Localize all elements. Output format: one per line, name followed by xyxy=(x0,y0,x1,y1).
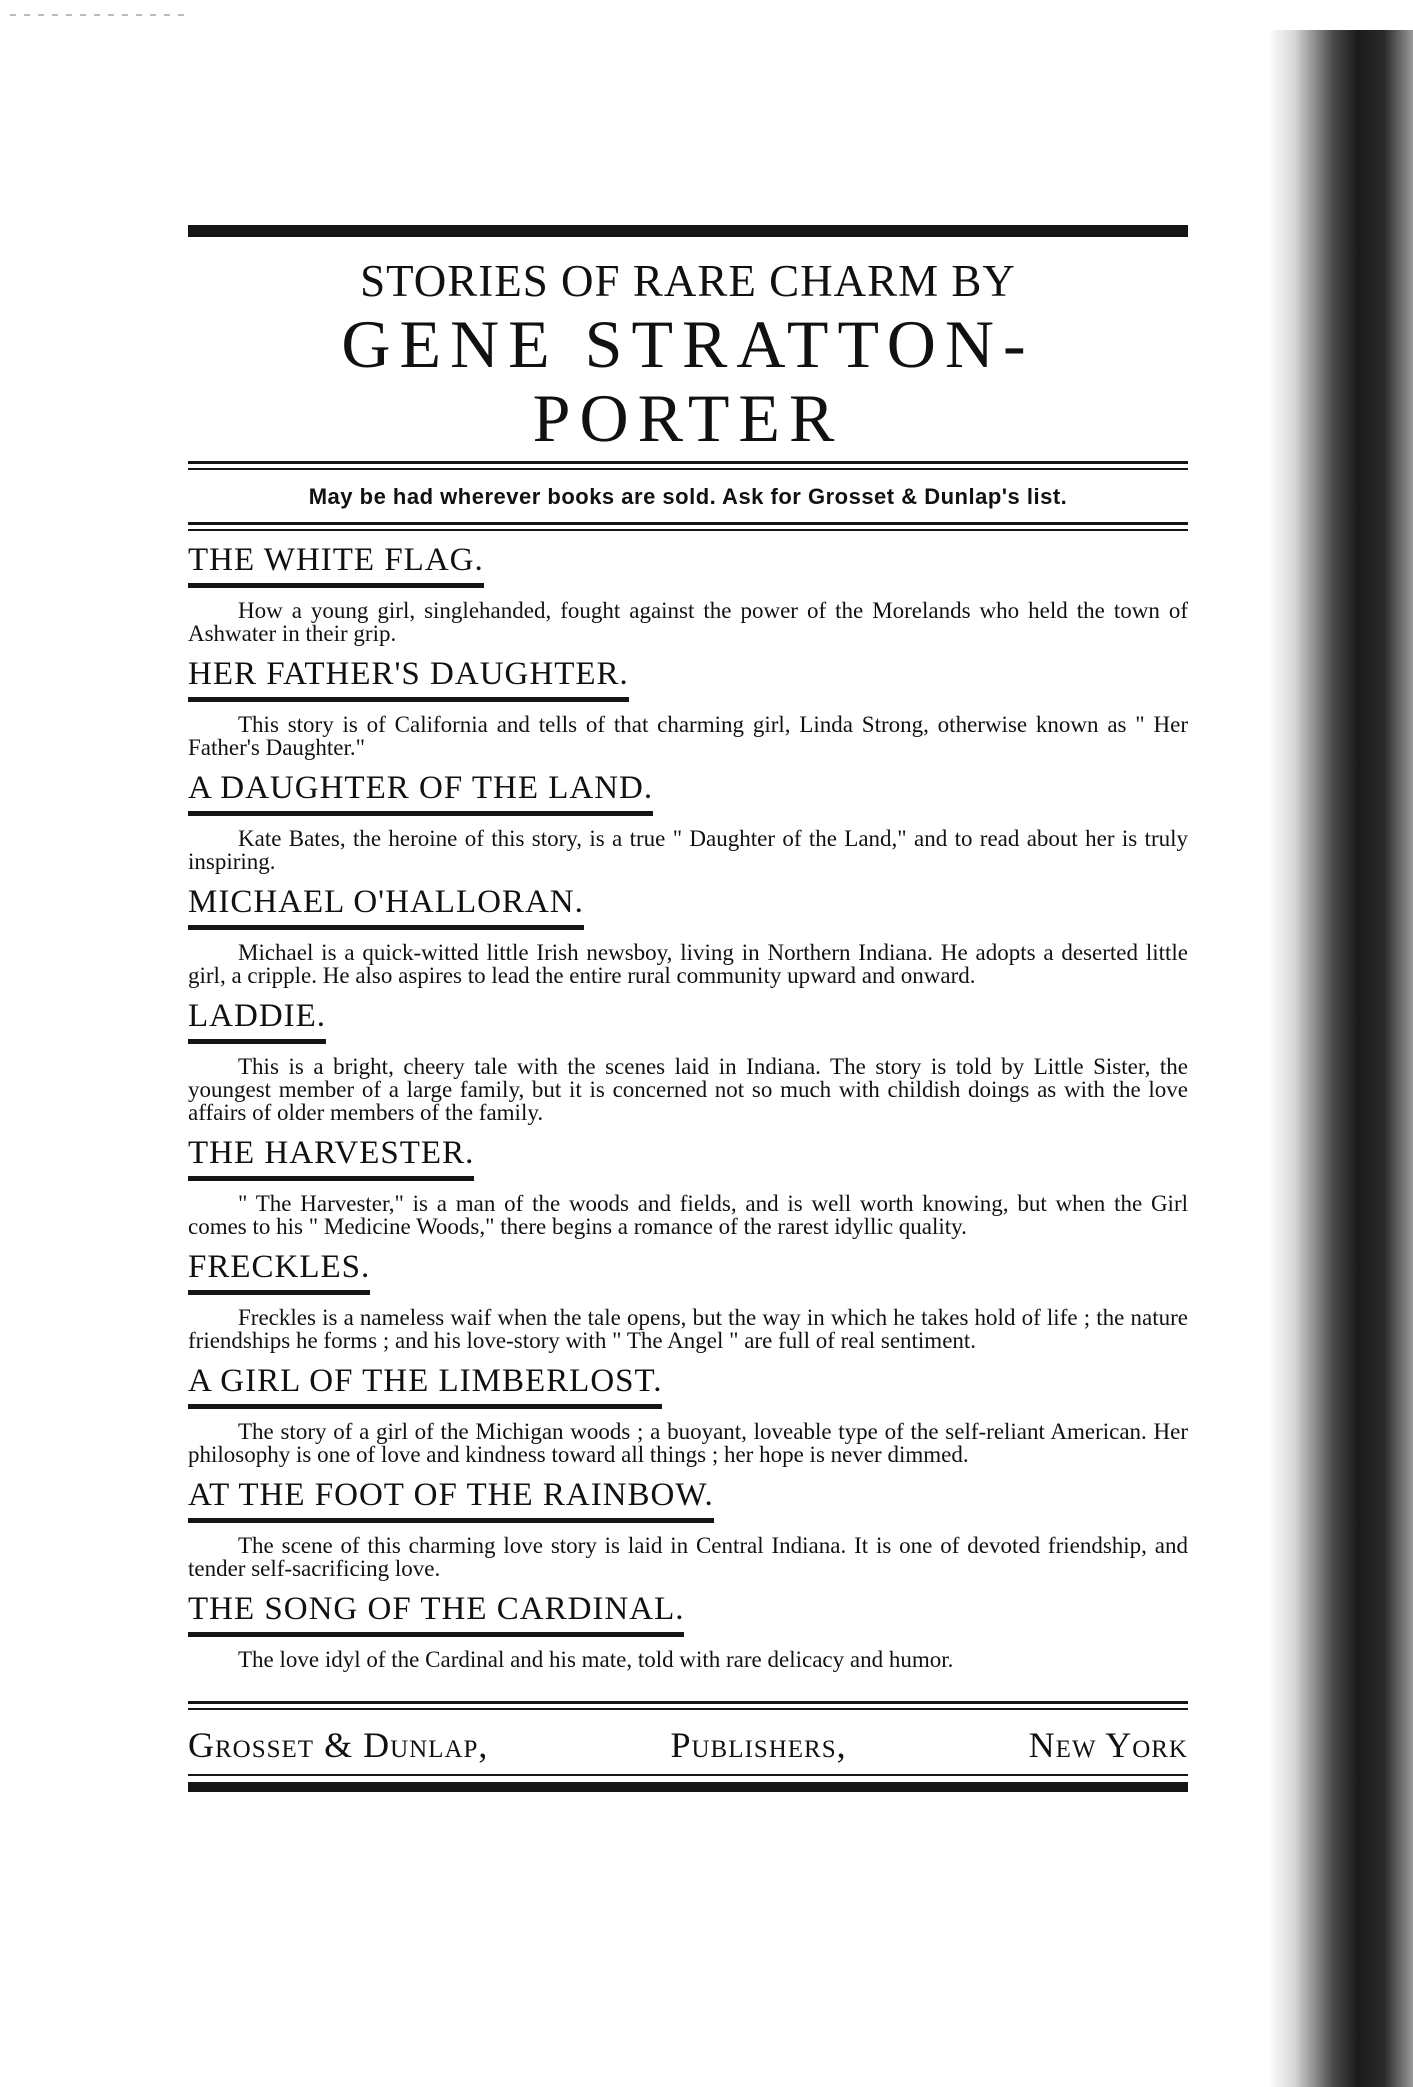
book-description: This is a bright, cheery tale with the scenes laid in Indiana. The story is told by Little Sister, the youngest member of a large family, but it is concerned not so much with childish doings as with the love affairs of older members of the family. xyxy=(188,1054,1188,1125)
book-entry xyxy=(188,1590,1188,1671)
footer-double-rule xyxy=(188,1701,1188,1710)
book-description: This story is of California and tells of that charming girl, Linda Strong, otherwise known as " Her Father's Daughter." xyxy=(188,712,1188,760)
book-description: Kate Bates, the heroine of this story, is a true " Daughter of the Land," and to read about her is truly inspiring. xyxy=(188,826,1188,874)
book-description: Michael is a quick-witted little Irish newsboy, living in Northern Indiana. He adopts a deserted little girl, a cripple. He also aspires to lead the entire rural community upward and onward. xyxy=(188,940,1188,988)
publisher-name: Grosset & Dunlap, xyxy=(188,1725,489,1765)
publisher-role: Publishers, xyxy=(670,1725,847,1765)
book-title: THE SONG OF THE CARDINAL. xyxy=(188,1590,684,1637)
book-title: LADDIE. xyxy=(188,997,326,1044)
publisher-city: New York xyxy=(1028,1725,1188,1765)
footer-heavy-rule xyxy=(188,1782,1188,1792)
book-title: A DAUGHTER OF THE LAND. xyxy=(188,769,653,816)
book-entry xyxy=(188,655,1188,759)
book-description: Freckles is a nameless waif when the tale opens, but the way in which he takes hold of life ; the nature friendships he forms ; and his love-story with " The Angel " are full of real sentiment. xyxy=(188,1305,1188,1353)
tagline: May be had wherever books are sold. Ask for Grosset & Dunlap's list. xyxy=(308,484,1068,509)
book-description: The story of a girl of the Michigan woods ; a buoyant, loveable type of the self-reliant American. Her philosophy is one of love and kindness toward all things ; her hope is never dimmed. xyxy=(188,1419,1188,1467)
book-title: THE HARVESTER. xyxy=(188,1134,474,1181)
book-title: MICHAEL O'HALLORAN. xyxy=(188,883,584,930)
book-description: How a young girl, singlehanded, fought against the power of the Morelands who held the town of Ashwater in their grip. xyxy=(188,598,1188,646)
scan-artifact xyxy=(10,14,190,16)
book-spine-edge xyxy=(1268,30,1413,2087)
book-entry xyxy=(188,1248,1188,1352)
book-list xyxy=(188,541,1188,1671)
book-title: AT THE FOOT OF THE RAINBOW. xyxy=(188,1476,714,1523)
author-name: GENE STRATTON-PORTER xyxy=(341,306,1035,456)
book-entry xyxy=(188,1362,1188,1466)
header-double-rule xyxy=(188,461,1188,470)
book-description: The scene of this charming love story is laid in Central Indiana. It is one of devoted friendship, and tender self-sacrificing love. xyxy=(188,1533,1188,1581)
top-heavy-rule xyxy=(188,225,1188,237)
header-line: STORIES OF RARE CHARM BY xyxy=(360,256,1016,306)
book-title: A GIRL OF THE LIMBERLOST. xyxy=(188,1362,662,1409)
publisher-line xyxy=(188,1710,1188,1774)
book-entry xyxy=(188,1134,1188,1238)
book-entry xyxy=(188,1476,1188,1580)
footer-thin-rule xyxy=(188,1774,1188,1776)
book-entry xyxy=(188,541,1188,645)
book-description: " The Harvester," is a man of the woods and fields, and is well worth knowing, but when the Girl comes to his " Medicine Woods," there begins a romance of the rarest idyllic quality. xyxy=(188,1191,1188,1239)
book-title: HER FATHER'S DAUGHTER. xyxy=(188,655,629,702)
tagline-double-rule xyxy=(188,522,1188,531)
book-description: The love idyl of the Cardinal and his mate, told with rare delicacy and humor. xyxy=(238,1647,954,1672)
advertisement-page xyxy=(188,225,1188,1792)
book-entry xyxy=(188,883,1188,987)
book-entry xyxy=(188,997,1188,1124)
book-title: FRECKLES. xyxy=(188,1248,370,1295)
book-entry xyxy=(188,769,1188,873)
book-title: THE WHITE FLAG. xyxy=(188,541,484,588)
